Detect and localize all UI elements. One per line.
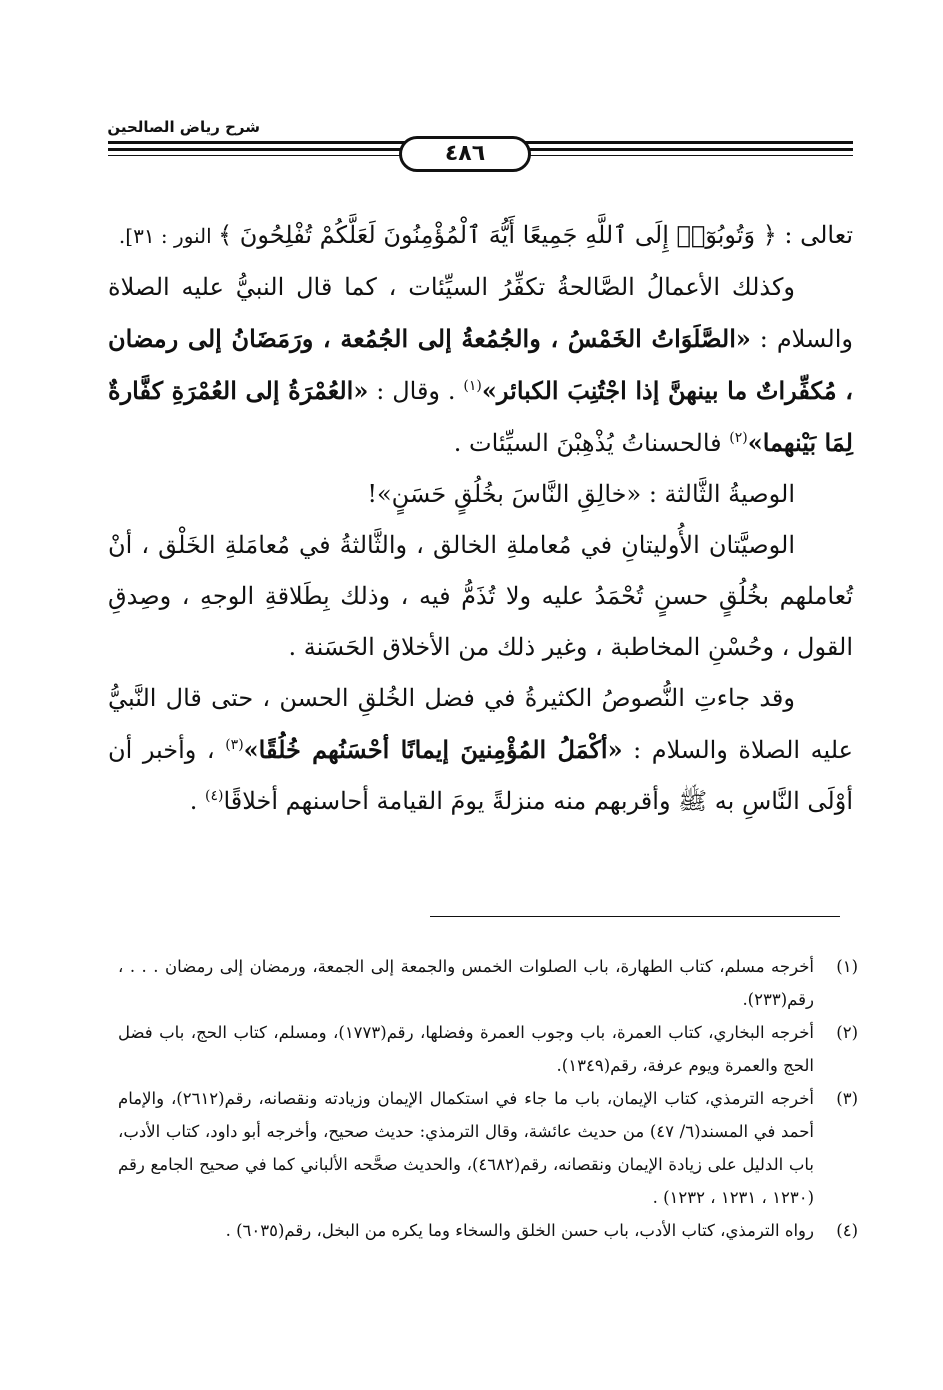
book-title: شرح رياض الصالحين: [107, 118, 260, 136]
paragraph-5-text-1: وقد جاءتِ النُّصوصُ الكثيرةُ في فضل الخُلقِ الحسن ، حتى قال النَّبيُّ عليه الصلاة والسلام :: [108, 684, 853, 764]
main-text: [108, 210, 853, 827]
footnote-ref-3[interactable]: (٣): [225, 737, 244, 753]
paragraph-5-text-3: .: [189, 787, 205, 815]
paragraph-4: الوصيَّتان الأُوليتانِ في مُعاملةِ الخالق ، والثَّالثةُ في مُعامَلةِ الخَلْق ، أنْ تُعاملهم بخُلُقٍ حسنٍ تُحْمَدُ عليه ولا تُذَمُّ فيه ، وذلك بِطَلاقةِ الوجهِ ، وصِدقِ القول ، وحُسْنِ المخاطبة ، وغير ذلك من الأخلاق الحَسَنة .: [108, 531, 853, 661]
paragraph-2-text-2: . وقال :: [368, 377, 464, 405]
footnote-ref-4[interactable]: (٤): [204, 788, 224, 804]
footnote-separator: [430, 916, 840, 917]
page-number: ٤٨٦: [399, 136, 531, 172]
footnote-text: أخرجه البخاري، كتاب العمرة، باب وجوب العمرة وفضلها، رقم(١٧٧٣)، ومسلم، كتاب الحج، باب فضل الحج والعمرة ويوم عرفة، رقم(١٣٤٩).: [118, 1023, 814, 1075]
footnote-number: (٤): [836, 1221, 858, 1240]
quran-verse: ﴿ وَتُوبُوٓا۟ إِلَى ٱللَّهِ جَمِيعًا أَيُّهَ ٱلْمُؤْمِنُونَ لَعَلَّكُمْ تُفْلِحُونَ ﴾: [218, 221, 777, 249]
hadith-best-character: «أكْمَلُ المُؤْمِنينَ إيمانًا أحْسَنُهم خُلُقًا»: [243, 735, 623, 764]
footnote-number: (٣): [836, 1089, 858, 1108]
footnotes: [118, 950, 858, 1247]
hadith-prayers: «الصَّلَوَاتُ الخَمْسُ ، والجُمُعةُ إلى الجُمُعة ، ورَمَضَانُ إلى رمضان ، مُكفِّراتٌ ما بينهنَّ إذا اجْتُنِبَ الكبائر»: [108, 324, 853, 405]
footnote-2: [118, 1016, 858, 1082]
paragraph-5-text-2: ، وأخبر أن أوْلَى النَّاسِ به ﷺ وأقربهم منه منزلةً يومَ القيامة أحاسنهم أخلاقًا: [108, 736, 853, 815]
footnote-ref-1[interactable]: (١): [463, 378, 482, 394]
footnote-number: (١): [836, 957, 858, 976]
paragraph-2-text-1: وكذلك الأعمالُ الصَّالحةُ تكفِّرُ السيِّئات ، كما قال النبيُّ عليه الصلاة والسلام :: [108, 273, 853, 353]
footnote-4: [118, 1214, 858, 1247]
verse-reference: النور : ٣١].: [118, 224, 219, 248]
verse-intro: تعالى :: [776, 221, 853, 249]
footnote-text: أخرجه مسلم، كتاب الطهارة، باب الصلوات الخمس والجمعة إلى الجمعة، ورمضان إلى رمضان . . . ، رقم(٢٣٣).: [118, 957, 814, 1009]
paragraph-5: [108, 673, 853, 827]
footnote-text: أخرجه الترمذي، كتاب الإيمان، باب ما جاء في استكمال الإيمان وزيادته ونقصانه، رقم(٢٦١٢)، والإمام أحمد في المسند(٦/ ٤٧) من حديث عائشة، وقال الترمذي: حديث صحيح، وأخرجه أبو داود، كتاب الأدب، باب الدليل على زيادة الإيمان ونقصانه، رقم(٤٦٨٢)، والحديث صحَّحه الألباني كما في صحيح الجامع رقم (١٢٣٠ ، ١٢٣١ ، ١٢٣٢) .: [118, 1089, 814, 1207]
paragraph-2-text-3: فالحسناتُ يُذْهِبْنَ السيِّئات .: [453, 429, 730, 457]
footnote-3: [118, 1082, 858, 1214]
footnote-text: رواه الترمذي، كتاب الأدب، باب حسن الخلق والسخاء وما يكره من البخل، رقم(٦٠٣٥) .: [225, 1221, 814, 1240]
footnote-1: [118, 950, 858, 1016]
paragraph-3-heading: الوصيةُ الثَّالثة : «خالِقِ النَّاسَ بخُلُقٍ حَسَنٍ»!: [367, 480, 795, 508]
paragraph-1: [108, 210, 853, 262]
footnote-ref-2[interactable]: (٢): [729, 430, 748, 446]
hadith-umrah: «العُمْرَةُ إلى العُمْرَةِ كفَّارةٌ لِمَا بَيْنهما»: [108, 376, 853, 457]
footnote-number: (٢): [836, 1023, 858, 1042]
paragraph-2: [108, 262, 853, 469]
